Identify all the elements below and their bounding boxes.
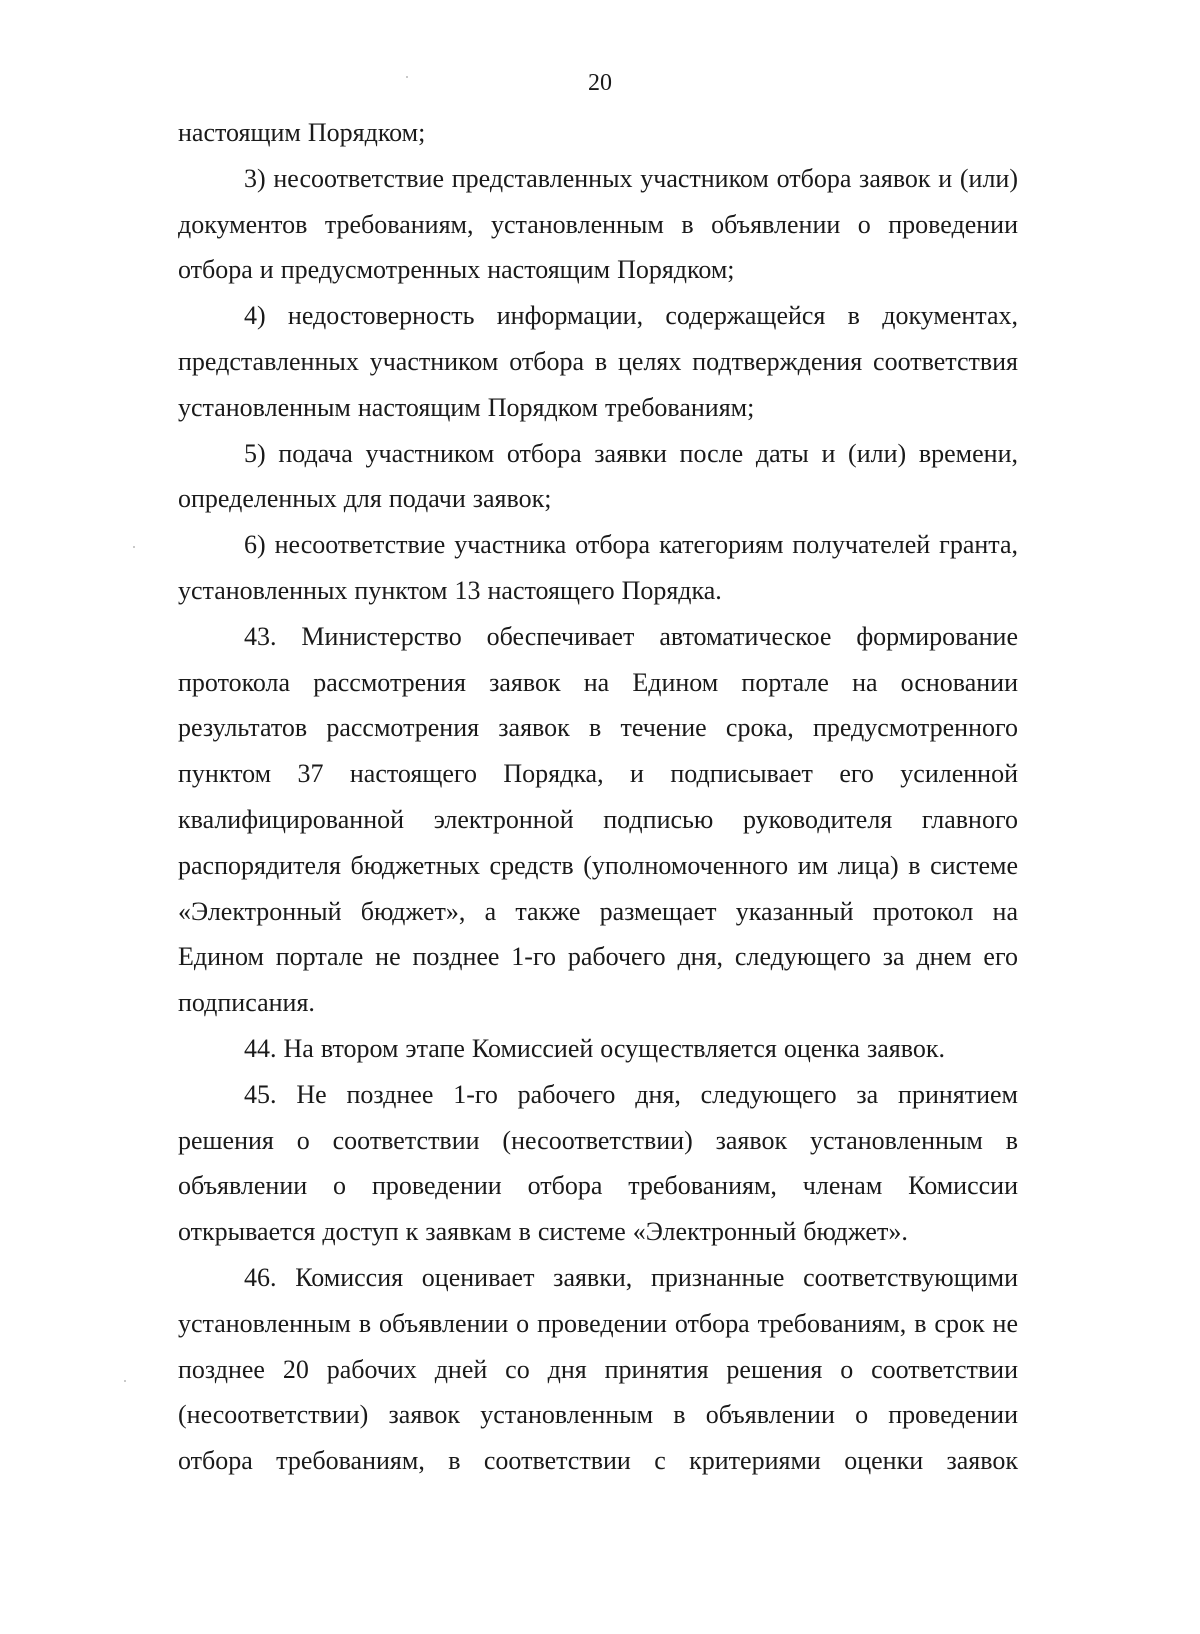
paragraph-item-4: 4) недостоверность информации, содержащейся в документах, представленных участником отбора в целях подтверждения соответствия установленным настоящим Порядком требованиям; bbox=[178, 301, 1018, 422]
paragraph-46: 46. Комиссия оценивает заявки, признанные соответствующими установленным в объявлении о проведении отбора требованиям, в срок не позднее 20 рабочих дней со дня принятия решения о соответствии (несоответствии) заявок установленным в объявлении о проведении отбора требованиям, в соответствии с критериями оценки заявок bbox=[178, 1262, 1018, 1476]
paragraph-44: 44. На втором этапе Комиссией осуществляется оценка заявок. bbox=[244, 1033, 945, 1063]
paragraph-45: 45. Не позднее 1-го рабочего дня, следующего за принятием решения о соответствии (несоответствии) заявок установленным в объявлении о проведении отбора требованиям, членам Комиссии открывается доступ к заявкам в системе «Электронный бюджет». bbox=[178, 1079, 1018, 1247]
page-number: 20 bbox=[588, 70, 612, 96]
paragraph-item-3: 3) несоответствие представленных участником отбора заявок и (или) документов требованиям, установленным в объявлении о проведении отбора и предусмотренных настоящим Порядком; bbox=[178, 163, 1018, 285]
paragraph-item-6: 6) несоответствие участника отбора категориям получателей гранта, установленных пунктом 13 настоящего Порядка. bbox=[178, 530, 1018, 605]
paragraph-43: 43. Министерство обеспечивает автоматическое формирование протокола рассмотрения заявок на Едином портале на основании результатов рассмотрения заявок в течение срока, предусмотренного пунктом 37 настоящего Порядка, и подписывает его усиленной квалифицированной электронной подписью руководителя главного распорядителя бюджетных средств (уполномоченного им лица) в системе «Электронный бюджет», а также размещает указанный протокол на Едином портале не позднее 1-го рабочего дня, следующего за днем его подписания. bbox=[178, 621, 1018, 1018]
scan-speck bbox=[406, 76, 408, 78]
scan-speck bbox=[124, 1380, 126, 1382]
paragraph-continuation: настоящим Порядком; bbox=[178, 118, 426, 147]
document-body bbox=[178, 110, 1018, 1484]
scan-speck bbox=[133, 546, 135, 548]
paragraph-item-5: 5) подача участником отбора заявки после даты и (или) времени, определенных для подачи заявок; bbox=[178, 438, 1018, 514]
